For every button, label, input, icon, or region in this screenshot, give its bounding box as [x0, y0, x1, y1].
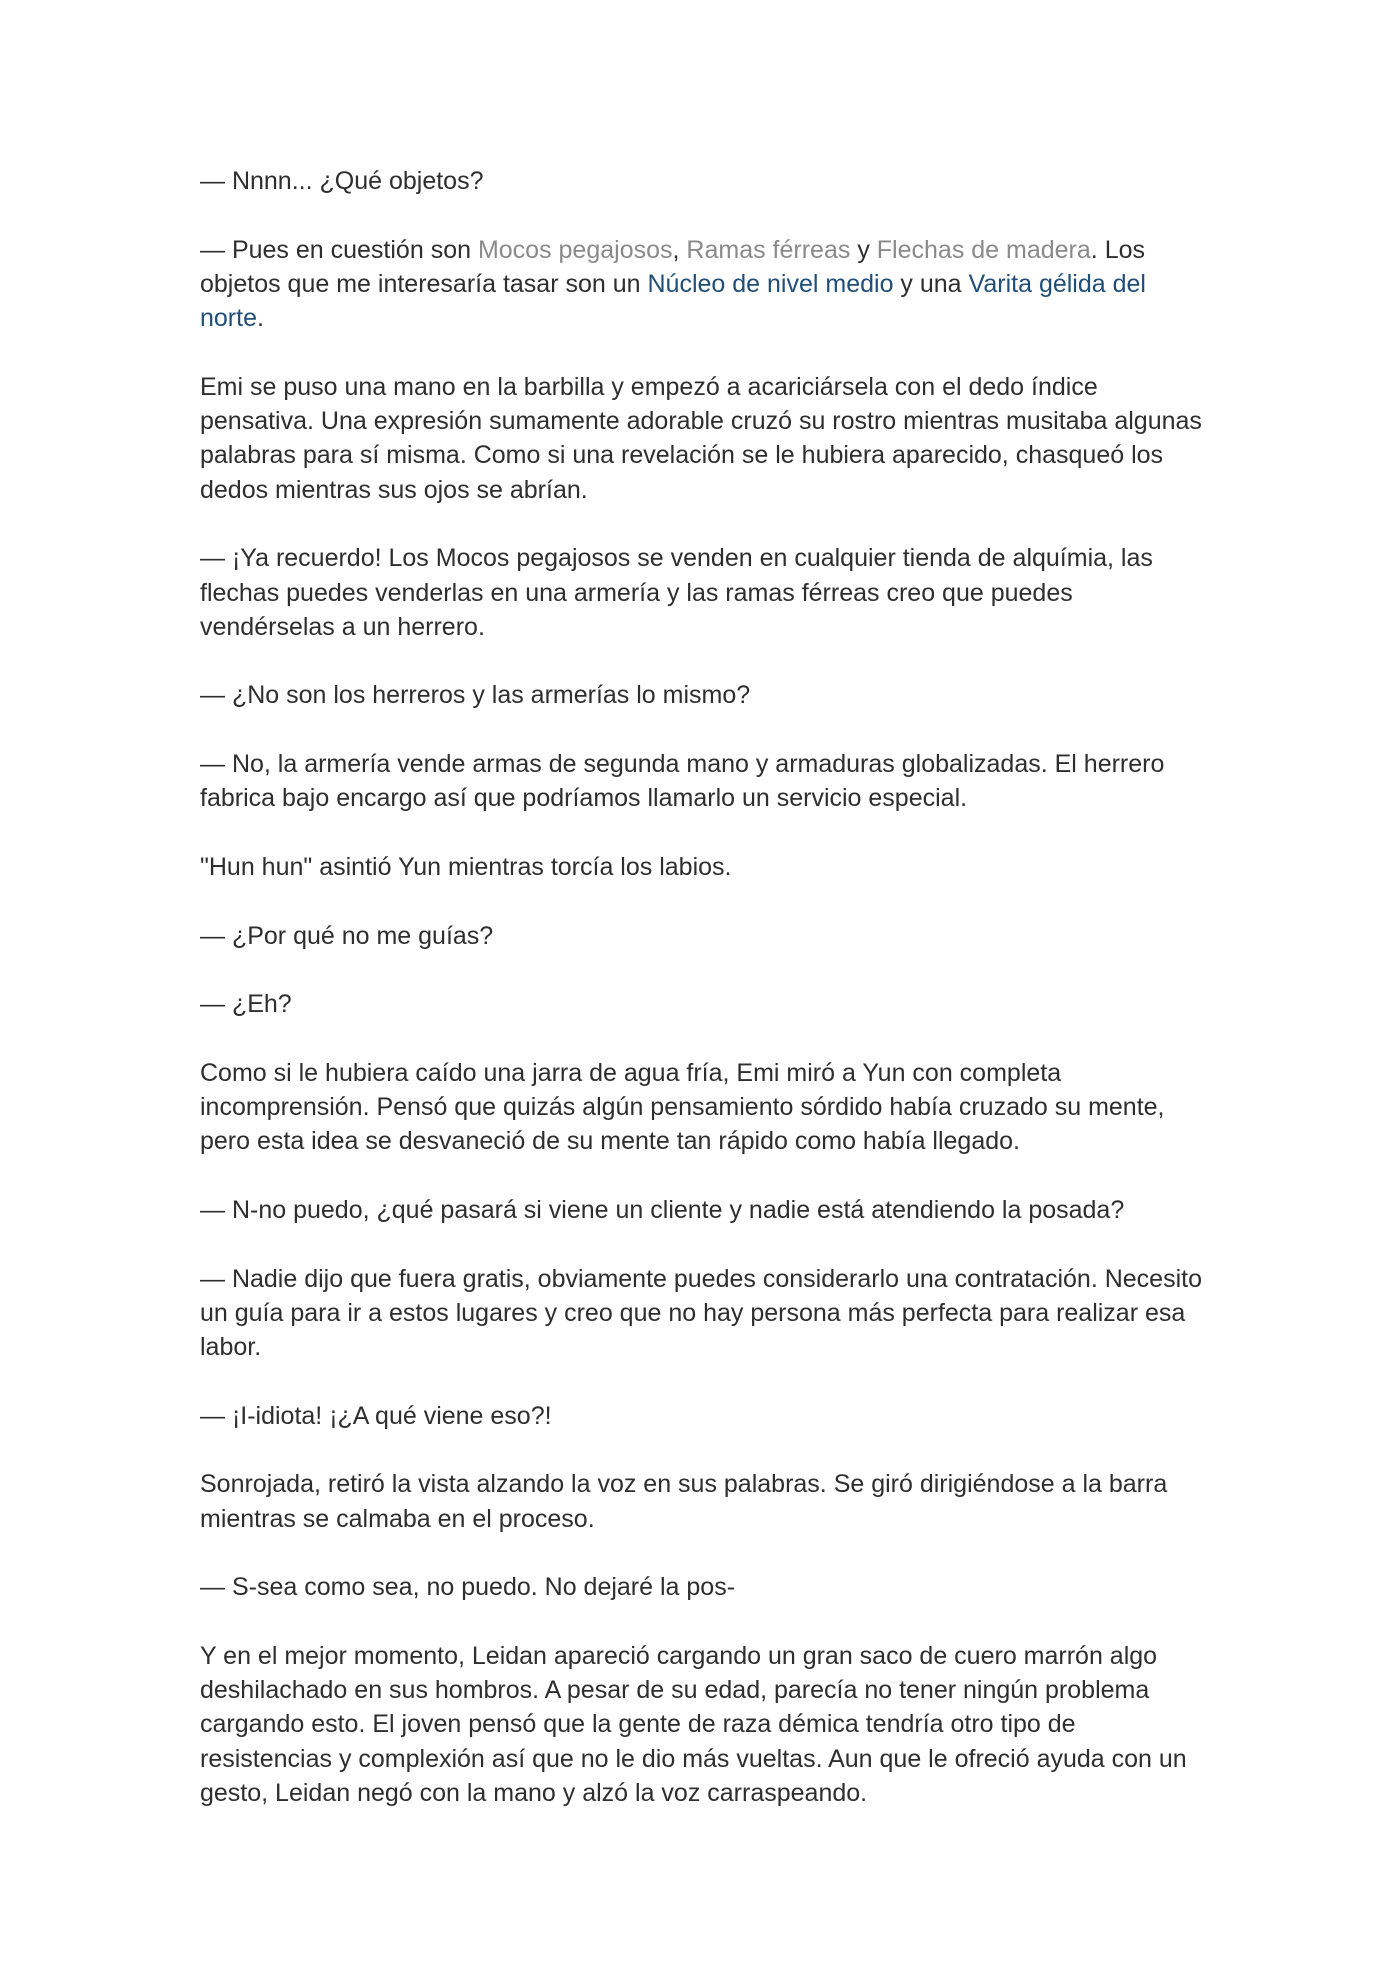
paragraph	[200, 919, 1210, 953]
text-segment: Como si le hubiera caído una jarra de agua fría, Emi miró a Yun con completa incomprensión. Pensó que quizás algún pensamiento sórdido había cruzado su mente, pero esta idea se desvaneció de su mente tan rápido como había llegado.	[200, 1058, 1165, 1156]
paragraph	[200, 678, 1210, 712]
text-segment: Emi se puso una mano en la barbilla y empezó a acariciársela con el dedo índice pensativa. Una expresión sumamente adorable cruzó su rostro mientras musitaba algunas palabras para sí misma. Como si una revelación se le hubiera aparecido, chasqueó los dedos mientras sus ojos se abrían.	[200, 372, 1202, 504]
text-segment: — ¿Eh?	[200, 990, 292, 1019]
text-segment: Sonrojada, retiró la vista alzando la voz en sus palabras. Se giró dirigiéndose a la barra mientras se calmaba en el proceso.	[200, 1470, 1168, 1533]
paragraph	[200, 987, 1210, 1021]
paragraph	[200, 1639, 1210, 1810]
paragraph	[200, 1399, 1210, 1433]
item-name-text: Ramas férreas	[686, 235, 851, 264]
text-segment: y una	[893, 269, 969, 298]
paragraph	[200, 164, 1210, 198]
text-segment: — S-sea como sea, no puedo. No dejaré la pos-	[200, 1573, 736, 1602]
text-segment: — Pues en cuestión son	[200, 235, 478, 264]
text-segment: "Hun hun" asintió Yun mientras torcía los labios.	[200, 852, 732, 881]
text-segment: — ¡Ya recuerdo! Los Mocos pegajosos se venden en cualquier tienda de alquímia, las flechas puedes venderlas en una armería y las ramas férreas creo que puedes vendérselas a un herrero.	[200, 544, 1153, 641]
item-link[interactable]: Varita gélida del norte	[200, 269, 1146, 333]
item-name-text: Mocos pegajosos	[477, 235, 673, 264]
paragraph	[200, 233, 1210, 336]
paragraph	[200, 850, 1210, 884]
paragraph	[200, 1262, 1210, 1365]
text-segment: — Nnnn... ¿Qué objetos?	[200, 167, 484, 195]
text-segment: ,	[672, 235, 687, 264]
text-segment: y	[850, 235, 877, 264]
paragraph	[200, 370, 1210, 507]
item-name-text: Flechas de madera	[876, 235, 1091, 264]
item-link[interactable]: Núcleo de nivel medio	[647, 269, 894, 298]
text-segment: — No, la armería vende armas de segunda mano y armaduras globalizadas. El herrero fabrica bajo encargo así que podríamos llamarlo un servicio especial.	[200, 750, 1165, 813]
text-segment: Y en el mejor momento, Leidan apareció cargando un gran saco de cuero marrón algo deshilachado en sus hombros. A pesar de su edad, parecía no tener ningún problema cargando esto. El joven pensó que la gente de raza démica tendría otro tipo de resistencias y complexión así que no le dio más vueltas. Aun que le ofreció ayuda con un gesto, Leidan negó con la mano y alzó la voz carraspeando.	[200, 1641, 1187, 1807]
text-segment: . Los objetos que me interesaría tasar son un	[200, 235, 1145, 298]
text-segment: .	[256, 304, 264, 333]
paragraph	[200, 1056, 1210, 1159]
text-segment: — Nadie dijo que fuera gratis, obviamente puedes considerarlo una contratación. Necesito un guía para ir a estos lugares y creo que no hay persona más perfecta para realizar esa labor.	[200, 1264, 1202, 1362]
paragraph	[200, 541, 1210, 644]
document-body	[200, 164, 1210, 1845]
paragraph	[200, 1467, 1210, 1536]
paragraph	[200, 747, 1210, 816]
paragraph	[200, 1570, 1210, 1604]
text-segment: — ¡I-idiota! ¡¿A qué viene eso?!	[200, 1401, 552, 1430]
text-segment: — ¿No son los herreros y las armerías lo mismo?	[200, 681, 751, 710]
text-segment: — ¿Por qué no me guías?	[200, 921, 494, 950]
paragraph	[200, 1193, 1210, 1227]
text-segment: — N-no puedo, ¿qué pasará si viene un cliente y nadie está atendiendo la posada?	[200, 1195, 1125, 1224]
